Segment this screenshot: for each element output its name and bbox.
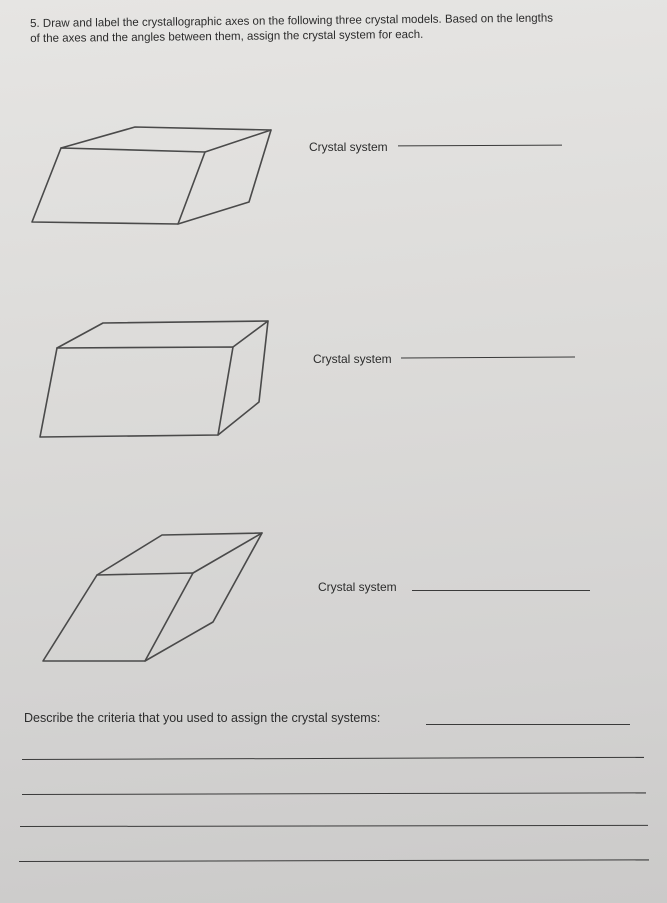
question-number: 5. (30, 17, 40, 30)
crystal-3-top-face (97, 533, 262, 575)
crystal-system-label-3: Crystal system (318, 580, 397, 594)
criteria-prompt: Describe the criteria that you used to assign the crystal systems: (24, 711, 381, 725)
question-line-2: of the axes and the angles between them, assign the crystal system for each. (30, 28, 424, 45)
crystal-3-side-face (145, 533, 262, 661)
crystal-system-answer-3[interactable] (412, 590, 590, 591)
crystal-3-front-face (43, 573, 193, 661)
crystal-system-label-2: Crystal system (313, 352, 392, 366)
question-line-1: 5. Draw and label the crystallographic axes on the following three crystal models. Based on the lengths (30, 12, 554, 30)
crystal-system-label-1: Crystal system (309, 140, 388, 154)
criteria-answer-line-0[interactable] (426, 724, 630, 725)
